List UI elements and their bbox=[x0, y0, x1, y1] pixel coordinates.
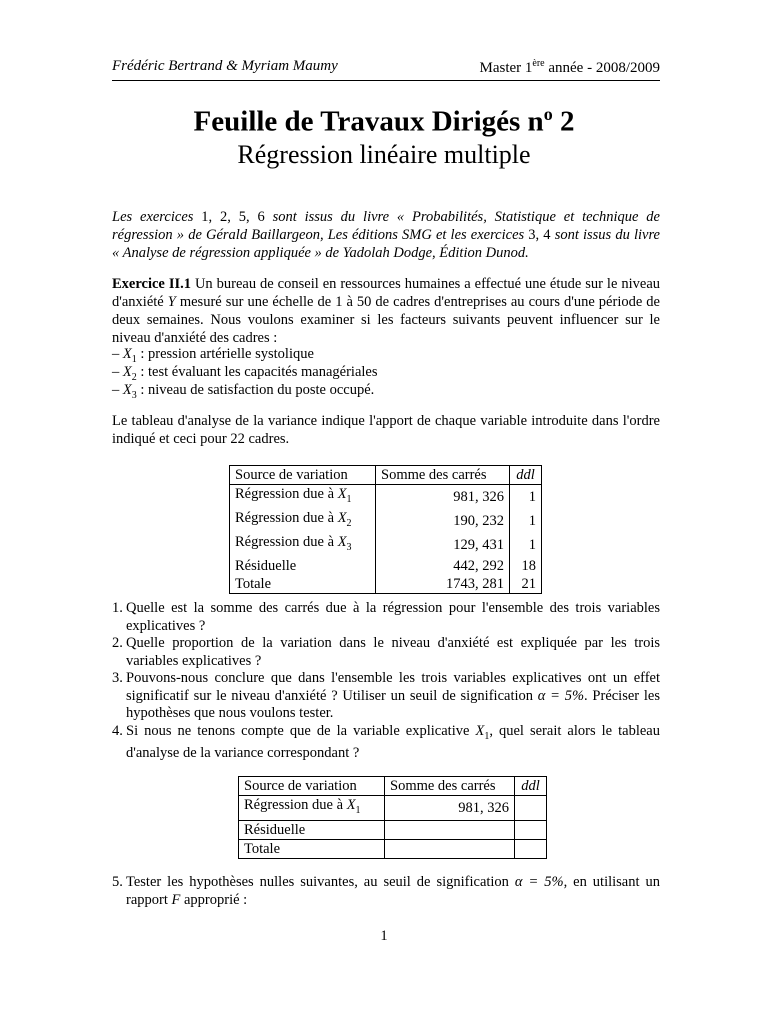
table-cell-source: Totale bbox=[230, 575, 376, 594]
table-cell-source: Régression due à $X_3$ bbox=[230, 533, 376, 557]
table-row bbox=[239, 820, 547, 839]
table-row bbox=[230, 509, 542, 533]
table-cell-ddl: 1 bbox=[510, 533, 542, 557]
table-header-cell: Source de variation bbox=[239, 777, 385, 796]
table-cell-ddl: 21 bbox=[510, 575, 542, 594]
table-row bbox=[239, 839, 547, 858]
anova-intro: Le tableau d'analyse de la variance indique l'apport de chaque variable introduite dans l'ordre indiqué et ceci pour 22 cadres. bbox=[112, 413, 660, 447]
table-header-cell: ddl bbox=[510, 466, 542, 485]
exercise-statement: Exercice II.1 Un bureau de conseil en ressources humaines a effectué une étude sur le niveau d'anxiété Y mesuré sur une échelle de 1 à 50 de cadres d'entreprises au cours d'une période de deux semaines. Nous voulons examiner si les facteurs suivants peuvent influencer sur le niveau d'anxiété des cadres : bbox=[112, 276, 661, 346]
header-course: Master 1ère année - 2008/2009 bbox=[479, 58, 660, 76]
variable-x1: $X_1$ bbox=[475, 722, 490, 742]
variable-list bbox=[112, 345, 660, 399]
table-row bbox=[230, 575, 542, 594]
table-cell-source: Résiduelle bbox=[230, 557, 376, 575]
header-authors: Frédéric Bertrand & Myriam Maumy bbox=[112, 58, 338, 74]
table-cell-ddl: 1 bbox=[510, 485, 542, 509]
table-row bbox=[230, 557, 542, 575]
page-number: 1 bbox=[380, 928, 388, 944]
variable-item: – $X_1$ : pression artérielle systolique bbox=[112, 346, 314, 365]
table-header-row bbox=[230, 466, 542, 485]
table-header-cell: Somme des carrés bbox=[385, 777, 515, 796]
table-cell-source: Résiduelle bbox=[239, 820, 385, 839]
table-cell-ss bbox=[385, 839, 515, 858]
exercise-title: Exercice II.1 bbox=[112, 276, 191, 292]
table-cell-source: Totale bbox=[239, 839, 385, 858]
table-header-cell: ddl bbox=[515, 777, 547, 796]
table-cell-ddl: 1 bbox=[510, 509, 542, 533]
question-item: 5. Tester les hypothèses nulles suivantes, au seuil de signification α = 5%, en utilisant un rapport F approprié : bbox=[112, 874, 660, 908]
document-title: Feuille de Travaux Dirigés $n^o$ 2 bbox=[193, 104, 575, 138]
table-cell-ddl: 18 bbox=[510, 557, 542, 575]
table-cell-ddl bbox=[515, 820, 547, 839]
table-cell-ddl bbox=[515, 839, 547, 858]
table-cell-source: Régression due à $X_1$ bbox=[239, 796, 385, 821]
table-cell-ss: 1743, 281 bbox=[376, 575, 510, 594]
table-row bbox=[239, 796, 547, 821]
table-cell-ss bbox=[385, 820, 515, 839]
anova-table-x1 bbox=[238, 776, 547, 859]
intro-paragraph: Les exercices 1, 2, 5, 6 sont issus du livre « Probabilités, Statistique et technique de régression » de Gérald Baillargeon, Les éditions SMG et les exercices 3, 4 sont issus du livre « Analyse de régression appliquée » de Yadolah Dodge, Édition Dunod. bbox=[112, 209, 660, 261]
variable-item: – $X_3$ : niveau de satisfaction du poste occupé. bbox=[112, 382, 375, 401]
table-header-cell: Source de variation bbox=[230, 466, 376, 485]
table-row bbox=[230, 485, 542, 509]
running-header bbox=[112, 58, 660, 81]
table-cell-ss: 129, 431 bbox=[376, 533, 510, 557]
table-cell-ddl bbox=[515, 796, 547, 821]
document-subtitle: Régression linéaire multiple bbox=[237, 140, 531, 169]
question-item: 1. Quelle est la somme des carrés due à la régression pour l'ensemble des trois variables explicatives ? bbox=[112, 600, 660, 634]
question-item: 4. Si nous ne tenons compte que de la variable explicative $X_1$, quel serait alors le tableau d'analyse de la variance correspondant ? bbox=[112, 722, 660, 761]
table-header-cell: Somme des carrés bbox=[376, 466, 510, 485]
table-row bbox=[230, 533, 542, 557]
table-cell-ss: 442, 292 bbox=[376, 557, 510, 575]
table-cell-ss: 190, 232 bbox=[376, 509, 510, 533]
question-list bbox=[112, 600, 660, 762]
question-item: 2. Quelle proportion de la variation dans le niveau d'anxiété est expliquée par les trois variables explicatives ? bbox=[112, 635, 660, 669]
table-header-row bbox=[239, 777, 547, 796]
question-item: 3. Pouvons-nous conclure que dans l'ensemble les trois variables explicatives ont un effet significatif sur le niveau d'anxiété ? Utiliser un seuil de signification α = 5%. Préciser les hypothèses que nous voulons tester. bbox=[112, 670, 660, 721]
table-cell-source: Régression due à $X_1$ bbox=[230, 485, 376, 509]
variable-item: – $X_2$ : test évaluant les capacités managériales bbox=[112, 364, 378, 383]
anova-table-full bbox=[229, 465, 542, 594]
table-cell-ss: 981, 326 bbox=[385, 796, 515, 821]
table-cell-ss: 981, 326 bbox=[376, 485, 510, 509]
table-cell-source: Régression due à $X_2$ bbox=[230, 509, 376, 533]
